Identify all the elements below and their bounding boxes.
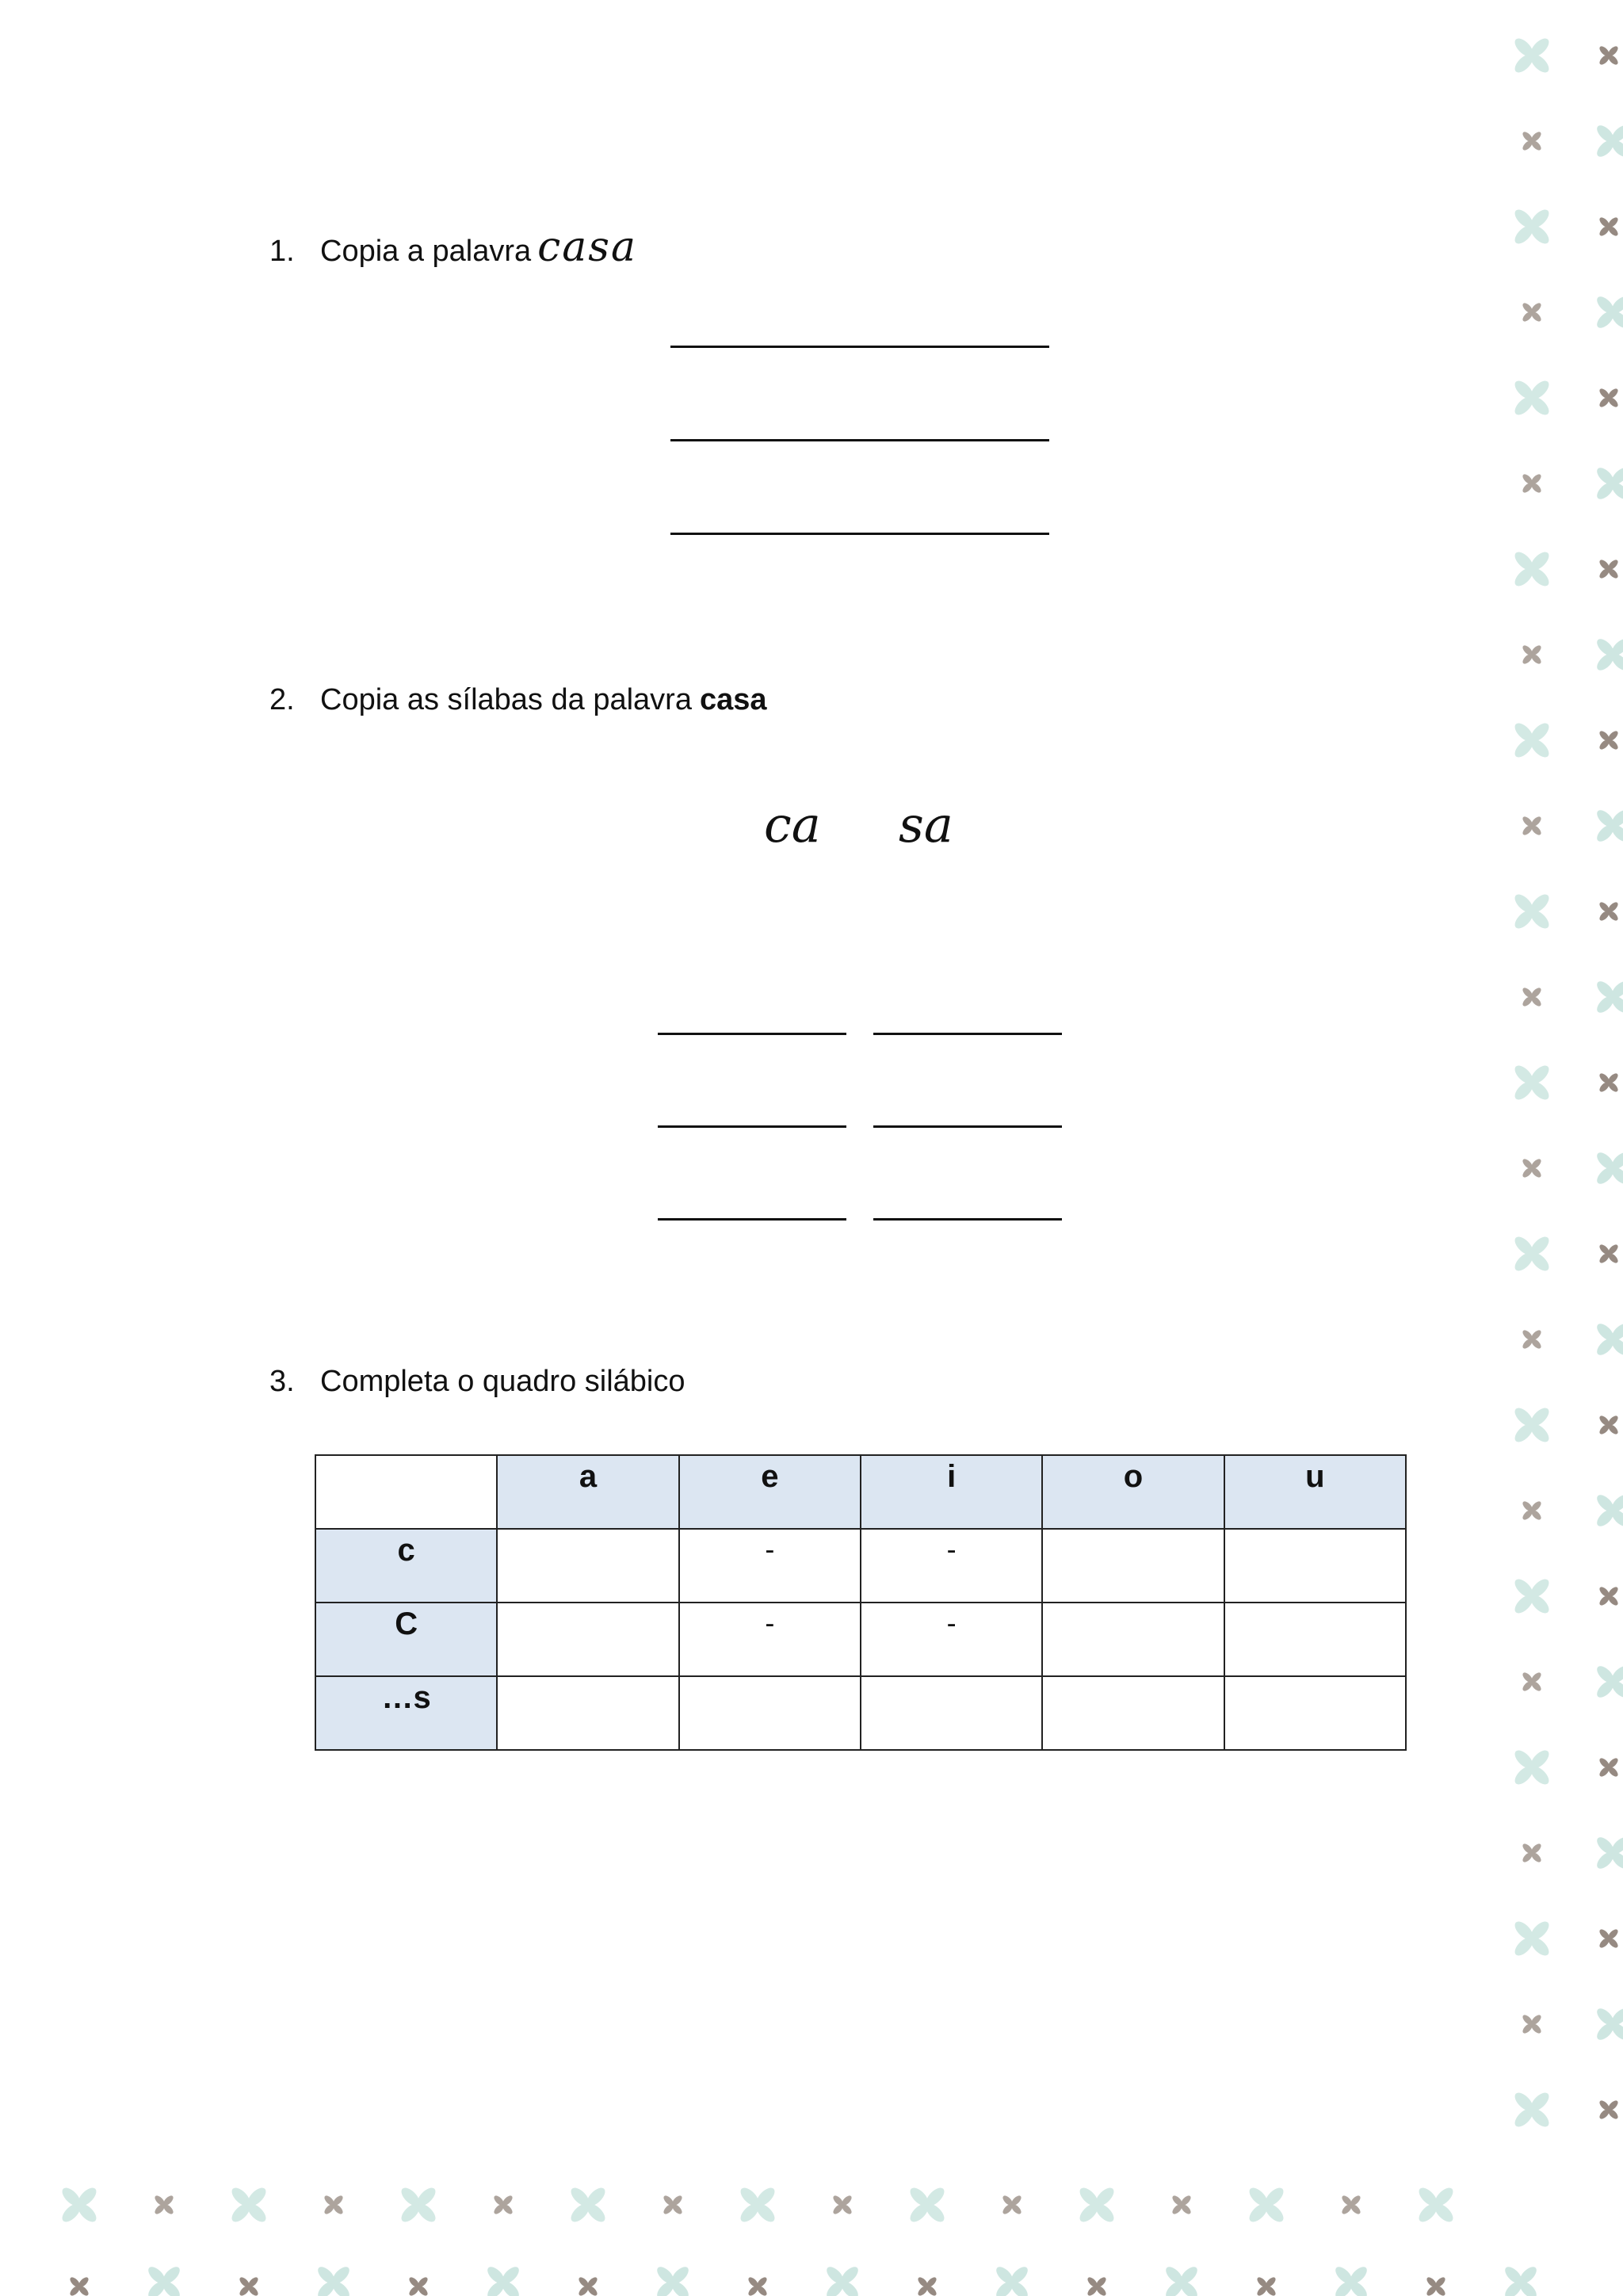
column-header: e	[679, 1455, 861, 1529]
flower-motif	[1416, 2185, 1457, 2225]
flower-motif	[1598, 44, 1619, 66]
flower-motif	[1521, 815, 1542, 836]
flower-motif	[1086, 2275, 1107, 2296]
flower-motif	[68, 2275, 90, 2296]
flower-motif	[1598, 1243, 1619, 1264]
flower-motif	[662, 2194, 683, 2215]
table-cell[interactable]	[1042, 1529, 1224, 1603]
flower-motif	[1521, 1328, 1542, 1350]
flower-motif	[1512, 1576, 1552, 1617]
flower-motif	[1512, 1234, 1552, 1274]
flower-motif	[1247, 2185, 1287, 2225]
bold-word: casa	[699, 683, 767, 716]
flower-motif	[1594, 1664, 1623, 1701]
flower-motif	[1521, 2013, 1542, 2034]
flower-motif	[407, 2275, 429, 2296]
flower-motif	[1594, 465, 1623, 502]
question-number: 3.	[269, 1365, 295, 1398]
row-header: c	[315, 1529, 497, 1603]
table-cell[interactable]	[861, 1676, 1042, 1750]
table-cell[interactable]	[497, 1676, 678, 1750]
table-cell: -	[861, 1603, 1042, 1676]
question-3	[269, 1365, 685, 1399]
flower-motif	[1512, 1405, 1552, 1446]
syllable-ca: ca	[764, 796, 821, 854]
question-number: 2.	[269, 683, 295, 716]
flower-motif	[1512, 1748, 1552, 1788]
flower-motif	[1598, 900, 1619, 922]
flower-motif	[1521, 472, 1542, 494]
flower-motif	[1512, 892, 1552, 932]
flower-motif	[1512, 1919, 1552, 1959]
question-2	[269, 683, 767, 717]
writing-line[interactable]	[658, 1218, 846, 1221]
flower-motif	[1594, 1321, 1623, 1358]
flower-motif	[1163, 2264, 1201, 2296]
flower-motif	[485, 2264, 522, 2296]
flower-motif	[1594, 979, 1623, 1016]
flower-motif	[1340, 2194, 1361, 2215]
flower-motif	[1077, 2185, 1117, 2225]
syllable-sa: sa	[899, 796, 953, 854]
table-row	[315, 1676, 1406, 1750]
flower-motif	[1170, 2194, 1192, 2215]
flower-motif	[1521, 986, 1542, 1007]
flower-motif	[1594, 2006, 1623, 2043]
table-row	[315, 1603, 1406, 1676]
flower-motif	[1512, 1063, 1552, 1103]
flower-motif	[1598, 1072, 1619, 1093]
table-cell: -	[679, 1603, 861, 1676]
column-header: i	[861, 1455, 1042, 1529]
flower-motif	[1521, 301, 1542, 323]
cursive-word: casa	[537, 223, 637, 271]
writing-line[interactable]	[658, 1125, 846, 1128]
writing-line[interactable]	[873, 1125, 1062, 1128]
table-cell[interactable]	[1042, 1603, 1224, 1676]
flower-motif	[1521, 1157, 1542, 1179]
flower-motif	[1598, 729, 1619, 751]
table-cell[interactable]	[1224, 1676, 1406, 1750]
flower-motif	[238, 2275, 259, 2296]
flower-motif	[1512, 207, 1552, 247]
table-cell[interactable]	[1042, 1676, 1224, 1750]
question-text: Copia as sílabas da palavra	[320, 683, 692, 716]
question-text: Copia a palavra	[320, 235, 532, 268]
flower-motif	[229, 2185, 269, 2225]
flower-motif	[1521, 1842, 1542, 1863]
question-number: 1.	[269, 235, 295, 268]
flower-motif	[1594, 808, 1623, 845]
flower-motif	[492, 2194, 514, 2215]
column-header: u	[1224, 1455, 1406, 1529]
flower-motif	[1598, 387, 1619, 408]
flower-motif	[1594, 1150, 1623, 1187]
flower-motif	[655, 2264, 692, 2296]
flower-motif	[1521, 644, 1542, 665]
row-header: C	[315, 1603, 497, 1676]
writing-line[interactable]	[670, 346, 1049, 348]
table-cell[interactable]	[1224, 1529, 1406, 1603]
table-cell[interactable]	[497, 1603, 678, 1676]
flower-motif	[146, 2264, 183, 2296]
flower-motif	[907, 2185, 948, 2225]
flower-motif	[1594, 1835, 1623, 1872]
flower-motif	[1598, 1927, 1619, 1949]
table-cell[interactable]	[497, 1529, 678, 1603]
syllable-table	[315, 1454, 1407, 1751]
table-corner-cell	[315, 1455, 497, 1529]
flower-motif	[1598, 1756, 1619, 1778]
flower-motif	[1594, 636, 1623, 674]
flower-motif	[1598, 1414, 1619, 1435]
writing-line[interactable]	[670, 439, 1049, 441]
flower-motif	[1512, 36, 1552, 76]
column-header: o	[1042, 1455, 1224, 1529]
flower-motif	[1598, 558, 1619, 579]
row-header: …s	[315, 1676, 497, 1750]
flower-motif	[916, 2275, 938, 2296]
table-cell[interactable]	[1224, 1603, 1406, 1676]
flower-motif	[1598, 216, 1619, 237]
flower-motif	[1333, 2264, 1370, 2296]
flower-motif	[1598, 2099, 1619, 2120]
writing-line[interactable]	[873, 1033, 1062, 1035]
table-row	[315, 1529, 1406, 1603]
flower-motif	[1521, 1671, 1542, 1692]
column-header: a	[497, 1455, 678, 1529]
table-cell[interactable]	[679, 1676, 861, 1750]
flower-motif	[738, 2185, 778, 2225]
flower-motif	[831, 2194, 853, 2215]
flower-motif	[1512, 720, 1552, 761]
table-cell: -	[861, 1529, 1042, 1603]
flower-motif	[1425, 2275, 1446, 2296]
flower-motif	[1255, 2275, 1277, 2296]
flower-motif	[1512, 2090, 1552, 2130]
flower-motif	[1521, 130, 1542, 151]
flower-motif	[1503, 2264, 1540, 2296]
flower-motif	[577, 2275, 598, 2296]
question-1	[269, 223, 637, 271]
table-cell: -	[679, 1529, 861, 1603]
flower-motif	[323, 2194, 344, 2215]
flower-motif	[1521, 1499, 1542, 1521]
floral-border-bottom	[0, 2172, 1623, 2296]
flower-motif	[1594, 123, 1623, 160]
flower-motif	[315, 2264, 353, 2296]
flower-motif	[994, 2264, 1031, 2296]
writing-line[interactable]	[873, 1218, 1062, 1221]
flower-motif	[1512, 549, 1552, 590]
flower-motif	[153, 2194, 174, 2215]
flower-motif	[1594, 1492, 1623, 1530]
writing-line[interactable]	[670, 533, 1049, 535]
question-text: Completa o quadro silábico	[320, 1365, 685, 1398]
floral-border-right	[1502, 0, 1623, 2296]
flower-motif	[568, 2185, 609, 2225]
flower-motif	[399, 2185, 439, 2225]
flower-motif	[59, 2185, 100, 2225]
table-header-row	[315, 1455, 1406, 1529]
flower-motif	[824, 2264, 861, 2296]
flower-motif	[1001, 2194, 1022, 2215]
flower-motif	[747, 2275, 768, 2296]
flower-motif	[1512, 378, 1552, 418]
flower-motif	[1598, 1585, 1619, 1606]
flower-motif	[1594, 294, 1623, 331]
writing-line[interactable]	[658, 1033, 846, 1035]
